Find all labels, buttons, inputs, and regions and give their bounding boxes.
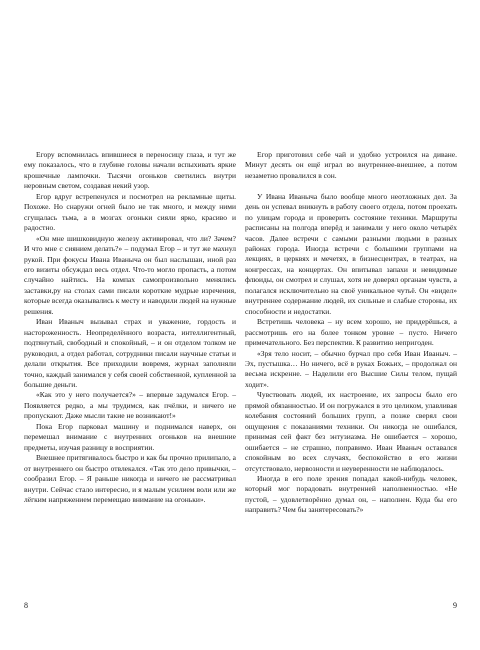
- paragraph: «Как это у него получается?» – впервые задумался Егор. – Появляется редко, а мы трудимся, как пчёлки, и ничего не пропускают. Даже мысли такие не возникают!»: [24, 390, 236, 421]
- right-page-text: [245, 150, 457, 516]
- paragraph: Встретишь человека – ну всем хорошо, не придерёшься, а рассмотришь его на более тонком уровне – пусто. Ничего примечательного. Без перспектив. К развитию непригоден.: [245, 317, 457, 348]
- page-number: 8: [24, 601, 28, 610]
- paragraph: Чувствовать людей, их настроение, их запросы было его прямой обязанностью. И он погружался в это целиком, улавливая колебания состояний больших групп, а позже сверял свои ощущения с показаниями техники. Он никогда не ошибался, принимая сей факт без энтузиазма. Не ошибается – хорошо, ошибается – не страшно, поправимо. Иван Иваныч оставался спокойным во всех случаях, беспокойство в его жизни отсутствовало, нервозности и неуверенности не наблюдалось.: [245, 390, 457, 473]
- page-number: 9: [453, 601, 457, 610]
- paragraph: У Ивана Иваныча было вообще много неотложных дел. За день он успевал вникнуть в работу своего отдела, потом проехать по улицам города и проверить состояние техники. Маршруты расписаны на полгода вперёд и занимали у него около четырёх часов. Далее встречи с самыми разными людьми в разных районах города. Иногда встречи с большими группами на лекциях, в церквях и мечетях, в бизнесцентрах, в театрах, на конгрессах, на концертах. Он впитывал запахи и невидимые флюиды, он смотрел и слушал, хотя не доверял органам чувств, а полагался исключительно на своё уникальное чутьё. Он «видел» внутреннее содержание людей, их сильные и слабые стороны, их способности и недостатки.: [245, 191, 457, 316]
- paragraph: Иногда в его поле зрения попадал какой-нибудь человек, который мог порадовать внутренней наполненностью. «Не пустой, – удовлетворённо думал он, – наполнен. Куда бы его направить? Чем бы занятересовать?»: [245, 473, 457, 515]
- paragraph: Внешнее притягивалось быстро и как бы прочно прилипало, а от внутреннего он быстро отвлекался. «Так это дело привычки, – сообразил Егор. – Я раньше никогда и ничего не рассматривал внутри. Сейчас стало интересно, и я малым усилием воли или же лёгким напряжением перемещаю внимание на огоньки».: [24, 453, 236, 504]
- paragraph: «Зря тело носит, – обычно бурчал про себя Иван Иваныч. – Эх, пустышка… Но ничего, всё в руках Божьих, – продолжал он весьма искренне. – Наделили его Высшие Силы телом, пущай ходит».: [245, 348, 457, 389]
- paragraph: Егор приготовил себе чай и удобно устроился на диване. Минут десять он ещё играл во внутреннее-внешнее, а потом незаметно провалился в сон.: [245, 150, 457, 180]
- paragraph: Егор вдруг встрепенулся и посмотрел на рекламные щиты. Похоже. Но снаружи огней было не так много, и между ними сгущалась тьма, а в мозгах огоньки сияли ярко, красиво и радостно.: [24, 191, 236, 233]
- paragraph: Егору вспомнилась впившиеся в переносицу глаза, и тут же ему показалось, что в глубине головы начали вспыхивать яркие крошечные лампочки. Тысячи огоньков светились внутри неровным светом, создавая некий узор.: [24, 150, 236, 191]
- left-page: [24, 150, 236, 630]
- right-page: [245, 150, 457, 630]
- paragraph: «Он мне шишковидную железу активировал, что ли? Зачем? И что мне с сиянием делать?» – подумал Егор – и тут же махнул рукой. При фокусы Ивана Иваныча он был наслышан, иной раз его визиты обсуждал весь отдел. Что-то могло пропасть, а потом случайно найтись. На компах самопроизвольно менялись заставки,ру на столах сами писали короткие мудрые изречения, которые всегда оказывались к месту и наводили людей на нужные решения.: [24, 233, 236, 316]
- left-page-text: [24, 150, 236, 505]
- paragraph: Иван Иваныч вызывал страх и уважение, гордость и настороженность. Неопределённого возраста, интеллигентный, подтянутый, свободный и спокойный, – и он отделом толком не руководил, а отдел работал, сотрудники писали научные статьи и делали открытия. Все приходили вовремя, журнал заполняли точно, каждый занимался у себя своей собственной, купленной за большие деньги.: [24, 317, 236, 389]
- paragraph: Пока Егор парковал машину и поднимался наверх, он перемешал внимание с внутренних огоньков на внешние предметы, изучая разницу в восприятии.: [24, 421, 236, 452]
